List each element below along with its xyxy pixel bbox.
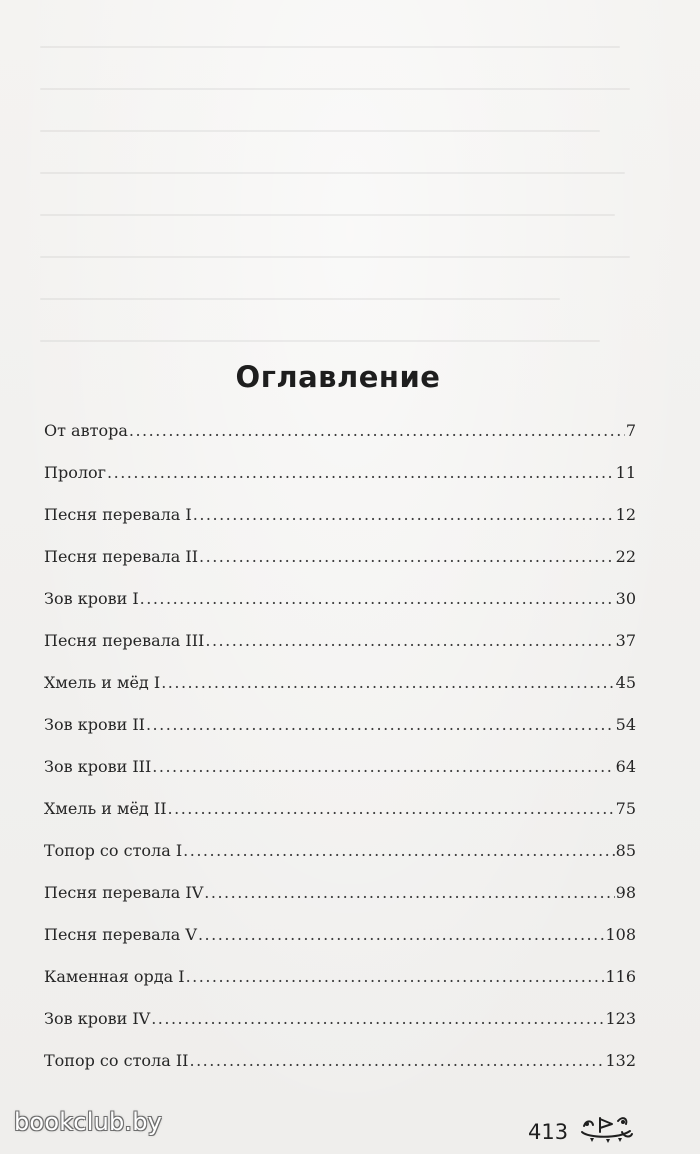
toc-entry (44, 589, 636, 631)
dot-leader (204, 883, 614, 902)
toc-entry (44, 421, 636, 463)
dot-leader (107, 463, 615, 482)
toc-entry-label: Топор со стола I (44, 841, 183, 860)
toc-entry (44, 547, 636, 589)
toc-entry (44, 631, 636, 673)
toc-entry-label: Хмель и мёд II (44, 799, 167, 818)
toc-entry-label: Песня перевала III (44, 631, 205, 650)
toc-entry-page: 75 (615, 799, 636, 818)
toc-entry-label: Песня перевала I (44, 505, 192, 524)
dot-leader (186, 967, 605, 986)
toc-entry-label: От автора (44, 421, 128, 440)
toc-entry-page: 11 (615, 463, 636, 482)
toc-entry-page: 7 (625, 421, 636, 440)
dot-leader (161, 673, 614, 692)
toc-entry-label: Зов крови IV (44, 1009, 151, 1028)
toc-entry (44, 925, 636, 967)
toc-entry (44, 757, 636, 799)
toc-entry-page: 116 (605, 967, 636, 986)
dot-leader (151, 1009, 604, 1028)
toc-entry (44, 463, 636, 505)
toc-entry-page: 132 (605, 1051, 636, 1070)
toc-entry-label: Пролог (44, 463, 107, 482)
toc-entry (44, 799, 636, 841)
dot-leader (183, 841, 614, 860)
toc-entry-page: 30 (615, 589, 636, 608)
toc-entry-label: Песня перевала IV (44, 883, 204, 902)
toc-entry (44, 1051, 636, 1093)
toc-entry-page: 64 (615, 757, 636, 776)
viking-ship-ornament-icon (578, 1112, 636, 1144)
toc-entry-page: 98 (615, 883, 636, 902)
watermark-logo: bookclub.by (14, 1108, 163, 1136)
toc-entry-label: Хмель и мёд I (44, 673, 161, 692)
toc-entry (44, 1009, 636, 1051)
dot-leader (146, 715, 615, 734)
toc-entry-label: Песня перевала V (44, 925, 197, 944)
toc-entry-label: Топор со стола II (44, 1051, 189, 1070)
dot-leader (189, 1051, 604, 1070)
toc-entry (44, 505, 636, 547)
toc-entry-page: 37 (615, 631, 636, 650)
toc-entry-page: 22 (615, 547, 636, 566)
toc-entry (44, 715, 636, 757)
toc-entry-label: Зов крови I (44, 589, 139, 608)
dot-leader (205, 631, 614, 650)
toc-entry-page: 12 (615, 505, 636, 524)
toc-entry-label: Песня перевала II (44, 547, 199, 566)
toc-entry-label: Зов крови II (44, 715, 145, 734)
toc-title: Оглавление (235, 360, 441, 394)
toc-entry-page: 85 (615, 841, 636, 860)
dot-leader (152, 757, 614, 776)
toc-entry (44, 841, 636, 883)
dot-leader (199, 547, 615, 566)
toc-entry (44, 967, 636, 1009)
toc-list (44, 421, 636, 1093)
toc-entry (44, 673, 636, 715)
toc-entry (44, 883, 636, 925)
dot-leader (168, 799, 615, 818)
dot-leader (140, 589, 615, 608)
toc-entry-page: 45 (615, 673, 636, 692)
dot-leader (198, 925, 604, 944)
toc-entry-page: 123 (605, 1009, 636, 1028)
toc-entry-page: 54 (615, 715, 636, 734)
page-number: 413 (528, 1120, 569, 1144)
toc-entry-label: Каменная орда I (44, 967, 185, 986)
toc-entry-label: Зов крови III (44, 757, 152, 776)
dot-leader (129, 421, 625, 440)
toc-entry-page: 108 (605, 925, 636, 944)
dot-leader (193, 505, 615, 524)
